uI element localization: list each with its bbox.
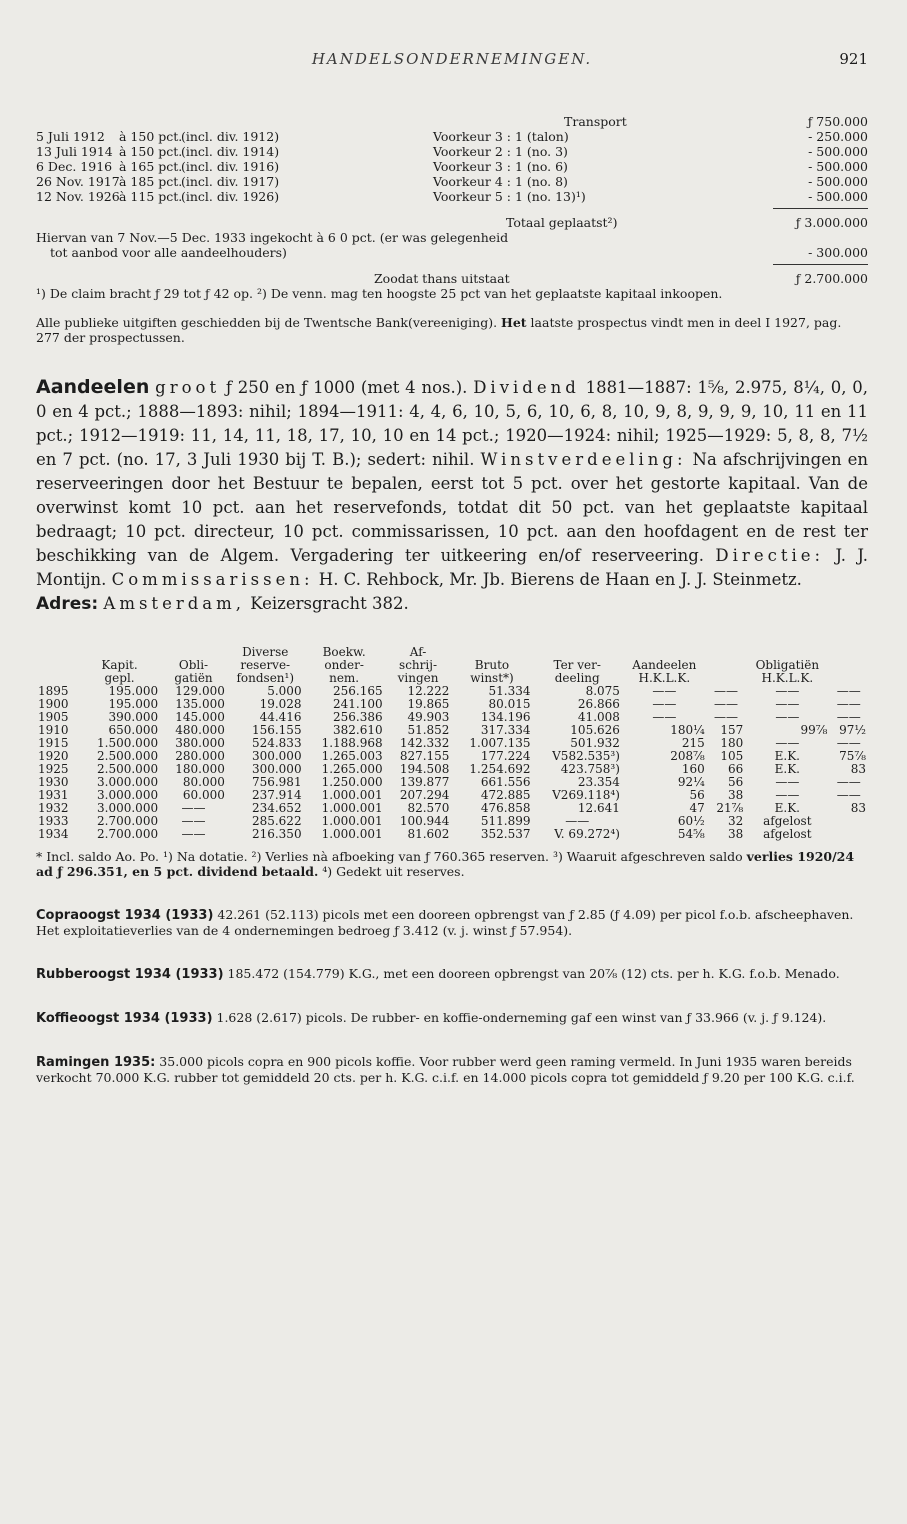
issue-pct: à 185 pct. [119, 174, 183, 189]
zoodat-label: Zoodat thans uitstaat [374, 271, 510, 286]
table-cell: 1932 [38, 801, 69, 815]
table-cell: 1930 [38, 775, 69, 789]
table-cell: 157 [720, 723, 744, 737]
table-cell: 241.100 [333, 697, 383, 711]
crop-paragraph [36, 966, 868, 982]
table-cell: 237.914 [251, 788, 302, 802]
table-cell: 66 [727, 762, 744, 776]
table-cell: —— [775, 710, 800, 724]
hiervan-amount: - 300.000 [808, 245, 868, 260]
table-cell: 83 [850, 762, 866, 776]
aandeelen-text-2: 1881—1887: 1⅝, 2.975, 8¼, 0, 0, 0 en 4 pct.; 1888—1893: nihil; 1894—1911: 4, 4, 6, 10, 5, 6, 10, 6, 8, 10, 9, 8, 9, 9, 9, 10, 11 en 11 pct.; 1912—1919: 11, 14, 11, 18, 17, 10, 10 en 14 pct.; 1920—1924: nihil; 1925—1929: 5, 8, 8, 7½ en 7 pct. (no. 17, 3 Juli 1930 bij T. B.); sedert: nihil. [36, 378, 868, 469]
table-cell: 1931 [38, 788, 69, 802]
issue-amount: - 500.000 [808, 174, 868, 189]
table-cell: 1.500.000 [97, 736, 159, 750]
table-cell: 195.000 [108, 697, 159, 711]
table-cell: 511.899 [480, 814, 531, 828]
table-cell [829, 815, 868, 828]
table-cell: V. 69.272⁴) [554, 827, 620, 841]
issue-row [36, 159, 868, 174]
table-cell: 423.758³) [560, 762, 620, 776]
table-cell: 56 [727, 775, 744, 789]
issue-row [36, 144, 868, 159]
prospectus-note [36, 315, 868, 345]
issue-pct: à 150 pct. [119, 144, 183, 159]
table-cell: 97½ [839, 723, 866, 737]
table-cell: 41.008 [577, 710, 620, 724]
table-cell: 480.000 [175, 723, 225, 737]
table-cell: 827.155 [399, 749, 450, 763]
table-cell: 256.386 [333, 710, 383, 724]
table-cell: —— [836, 788, 861, 802]
table-cell: 100.944 [399, 814, 450, 828]
table-cell: 661.556 [480, 775, 531, 789]
table-cell: 60.000 [182, 788, 225, 802]
note-bold: Het [501, 315, 527, 330]
transport-label: Transport [564, 114, 627, 129]
table-cell: 194.508 [399, 762, 450, 776]
table-cell: —— [775, 697, 800, 711]
table-cell: 49.903 [407, 710, 450, 724]
crop-heading: Copraoogst 1934 (1933) [36, 908, 214, 923]
table-row [36, 750, 868, 763]
table-cell: —— [714, 697, 739, 711]
table-row [36, 724, 868, 737]
table-cell: 32 [727, 814, 744, 828]
aandeelen-heading: Aandeelen [36, 376, 150, 398]
adres-city: Amsterdam, [103, 594, 246, 613]
table-cell: 1.007.135 [469, 736, 531, 750]
issue-date: 5 Juli 1912 [36, 129, 105, 144]
table-footnote [36, 849, 868, 879]
table-cell: 19.028 [259, 697, 302, 711]
table-cell: 476.858 [480, 801, 531, 815]
financial-table [36, 646, 868, 841]
table-cell: 145.000 [175, 710, 225, 724]
adres-street: Keizersgracht 382. [245, 594, 409, 613]
groot-label: groot [155, 378, 221, 397]
note-rest: laatste prospectus vindt men in deel I 1927, pag. 277 der prospectussen. [36, 315, 842, 345]
table-cell: 317.334 [480, 723, 531, 737]
table-cell: 92¼ [677, 775, 705, 789]
table-cell: 208⅞ [670, 749, 705, 763]
issue-row [36, 174, 868, 189]
table-cell: 80.015 [488, 697, 531, 711]
column-header: Obligatiën H.K.L.K. [755, 658, 820, 685]
issue-row [36, 189, 868, 204]
table-cell: 2.500.000 [97, 749, 159, 763]
crop-heading: Ramingen 1935: [36, 1055, 156, 1070]
table-cell: —— [652, 697, 677, 711]
table-cell: 142.332 [399, 736, 450, 750]
table-cell: 135.000 [175, 697, 225, 711]
column-header: Af- schrij- vingen [397, 645, 439, 685]
dividend-label: Dividend [473, 378, 580, 397]
column-header: Bruto winst*) [470, 658, 514, 685]
transport-row [36, 114, 868, 129]
table-cell: 1915 [38, 736, 69, 750]
table-cell: 2.700.000 [97, 814, 159, 828]
table-cell: 1.188.968 [321, 736, 383, 750]
issue-date: 13 Juli 1914 [36, 144, 113, 159]
share-issues [36, 114, 868, 345]
crop-heading: Rubberoogst 1934 (1933) [36, 967, 224, 982]
table-cell: 60½ [677, 814, 705, 828]
column-header: Diverse reserve- fondsen¹) [236, 645, 295, 685]
running-head [36, 50, 868, 78]
table-cell: —— [836, 684, 861, 698]
table-cell: 1895 [38, 684, 69, 698]
total-rule [773, 208, 868, 209]
table-cell: 5.000 [267, 684, 302, 698]
totaal-amount: ƒ 3.000.000 [795, 215, 868, 230]
table-cell: —— [652, 684, 677, 698]
crop-heading: Koffieoogst 1934 (1933) [36, 1011, 213, 1026]
table-cell: 56 [689, 788, 705, 802]
crops-section [36, 907, 868, 1085]
table-cell: 3.000.000 [97, 801, 159, 815]
crop-paragraph [36, 1054, 868, 1085]
issue-pct: à 165 pct. [119, 159, 183, 174]
table-cell: 180 [720, 736, 744, 750]
table-cell: 207.294 [399, 788, 450, 802]
table-cell: 105.626 [570, 723, 620, 737]
table-cell: 650.000 [108, 723, 159, 737]
issue-voorkeur: Voorkeur 2 : 1 (no. 3) [433, 144, 568, 159]
table-cell: 80.000 [182, 775, 225, 789]
table-cell: 23.354 [577, 775, 620, 789]
table-cell: 1934 [38, 827, 69, 841]
table-cell: —— [565, 814, 590, 828]
issue-voorkeur: Voorkeur 5 : 1 (no. 13)¹) [433, 189, 586, 204]
table-cell: 180.000 [175, 762, 225, 776]
table-cell: —— [775, 775, 800, 789]
totaal-row [36, 215, 868, 230]
table-cell: 285.622 [251, 814, 302, 828]
table-cell: 38 [727, 827, 744, 841]
aandeelen-text-5: H. C. Rehbock, Mr. Jb. Bierens de Haan en J. J. Steinmetz. [313, 570, 802, 589]
table-cell: 1933 [38, 814, 69, 828]
issue-amount: - 500.000 [808, 189, 868, 204]
table-cell: 390.000 [108, 710, 159, 724]
table-cell: 1.000.001 [321, 827, 383, 841]
table-cell: —— [836, 736, 861, 750]
table-cell: 195.000 [108, 684, 159, 698]
table-header-row [36, 646, 868, 685]
table-cell: 177.224 [480, 749, 531, 763]
table-cell: 280.000 [175, 749, 225, 763]
table-cell: 134.196 [480, 710, 531, 724]
table-cell: —— [775, 684, 800, 698]
crop-text: 42.261 (52.113) picols met een dooreen opbrengst van ƒ 2.85 (ƒ 4.09) per picol f.o.b. afscheephaven. Het exploitatieverlies van de 4 ondernemingen bedroeg ƒ 3.412 (v. j. winst ƒ 57.954). [36, 907, 854, 938]
crop-text: 35.000 picols copra en 900 picols koffie. Voor rubber werd geen raming vermeld. In Juni 1935 waren bereids verkocht 70.000 K.G. rubber tot gemiddeld 20 cts. per h. K.G. c.i.f. en 14.000 picols copra tot gemiddeld ƒ 9.20 per 100 K.G. c.i.f. [36, 1054, 855, 1085]
table-cell: 83 [850, 801, 866, 815]
table-row [36, 776, 868, 789]
crop-text: 185.472 (154.779) K.G., met een dooreen opbrengst van 20⅞ (12) cts. per h. K.G. f.o.b. Menado. [223, 966, 840, 981]
table-cell: 3.000.000 [97, 788, 159, 802]
table-row [36, 828, 868, 841]
issue-incl: (incl. div. 1912) [181, 129, 280, 144]
table-row [36, 698, 868, 711]
table-cell: 47 [689, 801, 705, 815]
table-cell: —— [836, 697, 861, 711]
aandeelen-text-4: J. J. Montijn. [36, 546, 868, 589]
table-cell: 1900 [38, 697, 69, 711]
table-cell: 1920 [38, 749, 69, 763]
table-row [36, 737, 868, 750]
running-title: HANDELSONDERNEMINGEN. [311, 50, 593, 68]
table-cell: —— [714, 684, 739, 698]
table-footnote-text: * Incl. saldo Ao. Po. ¹) Na dotatie. ²) Verlies nà afboeking van ƒ 760.365 reserven. ³) Waaruit afgeschreven saldo [36, 849, 747, 864]
table-cell: 380.000 [175, 736, 225, 750]
winstverdeeling-label: Winstverdeeling: [480, 450, 687, 469]
issue-voorkeur: Voorkeur 3 : 1 (no. 6) [433, 159, 568, 174]
page [36, 50, 868, 1085]
table-footnote-bold: verlies 1920/24 ad ƒ 296.351, en 5 pct. dividend betaald. [36, 849, 855, 879]
table-cell: 12.641 [577, 801, 620, 815]
table-cell: 12.222 [407, 684, 450, 698]
table-cell: 2.500.000 [97, 762, 159, 776]
table-row [36, 789, 868, 802]
issue-row [36, 129, 868, 144]
table-cell: 524.833 [251, 736, 302, 750]
table-cell: 21⅞ [716, 801, 744, 815]
table-cell: —— [714, 710, 739, 724]
table-cell: 1.254.692 [469, 762, 531, 776]
table-cell: 352.537 [480, 827, 531, 841]
table-row [36, 711, 868, 724]
table-cell: 1.265.003 [321, 749, 383, 763]
hiervan-line-2: tot aanbod voor alle aandeelhouders) [50, 245, 287, 260]
table-row [36, 802, 868, 815]
table-cell: 26.866 [577, 697, 620, 711]
issue-pct: à 150 pct. [119, 129, 183, 144]
table-cell: 38 [727, 788, 744, 802]
table-cell: —— [181, 801, 206, 815]
table-cell: 1.265.000 [321, 762, 383, 776]
table-cell: 216.350 [251, 827, 302, 841]
table-row [36, 685, 868, 698]
issue-amount: - 500.000 [808, 144, 868, 159]
table-cell: 160 [681, 762, 705, 776]
table-cell: 99⅞ [800, 723, 828, 737]
table-cell: 8.075 [585, 684, 620, 698]
commissarissen-label: Commissarissen: [111, 570, 314, 589]
table-cell: 300.000 [251, 762, 302, 776]
zoodat-amount: ƒ 2.700.000 [795, 271, 868, 286]
issue-rows [36, 129, 868, 204]
table-cell: —— [652, 710, 677, 724]
issue-incl: (incl. div. 1916) [181, 159, 280, 174]
hiervan-row-2 [36, 245, 868, 260]
issue-date: 12 Nov. 1926 [36, 189, 120, 204]
table-cell: afgelost [763, 827, 812, 841]
table-body [36, 685, 868, 841]
totaal-label: Totaal geplaatst²) [506, 215, 618, 230]
zoodat-row [36, 271, 868, 286]
table-footnote-end: ⁴) Gedekt uit reserves. [318, 864, 465, 879]
table-cell: afgelost [763, 814, 812, 828]
issue-voorkeur: Voorkeur 3 : 1 (talon) [433, 129, 569, 144]
adres-line [36, 592, 868, 616]
transport-amount: ƒ 750.000 [807, 114, 868, 129]
crop-paragraph [36, 907, 868, 938]
column-header [829, 646, 868, 685]
column-header: Aandeelen H.K.L.K. [632, 658, 697, 685]
table-cell: 1.250.000 [321, 775, 383, 789]
directie-label: Directie: [715, 546, 825, 565]
column-header [36, 646, 79, 685]
page-number: 921 [839, 50, 868, 68]
column-header: Kapit. gepl. [101, 658, 138, 685]
aandeelen-text-1: ƒ 250 en ƒ 1000 (met 4 nos.). [220, 378, 474, 397]
aandeelen-text-3: Na afschrijvingen en reserveeringen door het Bestuur te bepalen, eerst tot 5 pct. over het gestorte kapitaal. Van de overwinst komt 10 pct. aan het reservefonds, totdat dit 50 pct. van het geplaatste kapitaal bedraagt; 10 pct. directeur, 10 pct. commissarissen, 10 pct. aan den hoofdagent en de rest ter beschikking van de Algem. Vergadering ter uitkeering en/of reserveering. [36, 450, 869, 565]
column-header: Boekw. onder- nem. [322, 645, 366, 685]
table-cell: 1905 [38, 710, 69, 724]
hiervan-row-1 [36, 230, 868, 245]
column-header: Ter ver- deeling [553, 658, 601, 685]
table-cell: E.K. [774, 749, 800, 763]
adres-label: Adres: [36, 594, 99, 614]
table-cell: 82.570 [407, 801, 450, 815]
column-header [707, 646, 746, 685]
table-cell: 129.000 [175, 684, 225, 698]
issue-incl: (incl. div. 1914) [181, 144, 280, 159]
table-cell: 1.000.001 [321, 788, 383, 802]
note-text: Alle publieke uitgiften geschiedden bij de Twentsche Bank(vereeniging). [36, 315, 502, 330]
table-cell: 139.877 [399, 775, 450, 789]
table-cell: V582.535³) [552, 749, 620, 763]
table-cell: 256.165 [333, 684, 383, 698]
issue-date: 6 Dec. 1916 [36, 159, 113, 174]
table-cell: 234.652 [251, 801, 302, 815]
column-header: Obli- gatiën [174, 658, 213, 685]
table-cell: 75⅞ [839, 749, 866, 763]
issue-date: 26 Nov. 1917 [36, 174, 120, 189]
table-cell: 1.000.001 [321, 801, 383, 815]
table-cell: 1.000.001 [321, 814, 383, 828]
table-cell: 51.852 [407, 723, 450, 737]
table-cell: E.K. [774, 762, 800, 776]
table-cell: 54⅝ [677, 827, 705, 841]
table-cell: V269.118⁴) [552, 788, 620, 802]
table-cell: 51.334 [488, 684, 531, 698]
table-cell [829, 828, 868, 841]
aandeelen-section [36, 375, 868, 616]
table-cell: 3.000.000 [97, 775, 159, 789]
issues-footnote: ¹) De claim bracht ƒ 29 tot ƒ 42 op. ²) De venn. mag ten hoogste 25 pct van het geplaatste kapitaal inkoopen. [36, 286, 723, 301]
zoodat-rule [773, 264, 868, 265]
table-cell: 2.700.000 [97, 827, 159, 841]
table-cell: 501.932 [570, 736, 620, 750]
issue-amount: - 500.000 [808, 159, 868, 174]
table-cell: 215 [681, 736, 705, 750]
crop-paragraph [36, 1010, 868, 1026]
table-cell: 105 [720, 749, 744, 763]
table-cell: 19.865 [407, 697, 450, 711]
table-cell: 81.602 [407, 827, 450, 841]
table-cell: —— [775, 736, 800, 750]
table-cell: 1925 [38, 762, 69, 776]
issue-voorkeur: Voorkeur 4 : 1 (no. 8) [433, 174, 568, 189]
issue-incl: (incl. div. 1917) [181, 174, 280, 189]
issue-amount: - 250.000 [808, 129, 868, 144]
table-cell: 180¼ [670, 723, 705, 737]
table-cell: —— [181, 827, 206, 841]
table-cell: 44.416 [259, 710, 302, 724]
table-cell: 756.981 [251, 775, 302, 789]
crop-text: 1.628 (2.617) picols. De rubber- en koffie-onderneming gaf een winst van ƒ 33.966 (v. j. ƒ 9.124). [212, 1010, 827, 1025]
hiervan-line-1: Hiervan van 7 Nov.—5 Dec. 1933 ingekocht à 6 0 pct. (er was gelegenheid [36, 230, 509, 245]
table-cell: 156.155 [251, 723, 302, 737]
table-cell: 1910 [38, 723, 69, 737]
table-cell: —— [181, 814, 206, 828]
table-cell: 472.885 [480, 788, 531, 802]
table-row [36, 763, 868, 776]
table-cell: 300.000 [251, 749, 302, 763]
table-row [36, 815, 868, 828]
issue-pct: à 115 pct. [119, 189, 183, 204]
table-cell: E.K. [774, 801, 800, 815]
table-cell: 382.610 [333, 723, 383, 737]
issue-incl: (incl. div. 1926) [181, 189, 280, 204]
table-cell: —— [775, 788, 800, 802]
table-cell: —— [836, 710, 861, 724]
table-cell: —— [836, 775, 861, 789]
